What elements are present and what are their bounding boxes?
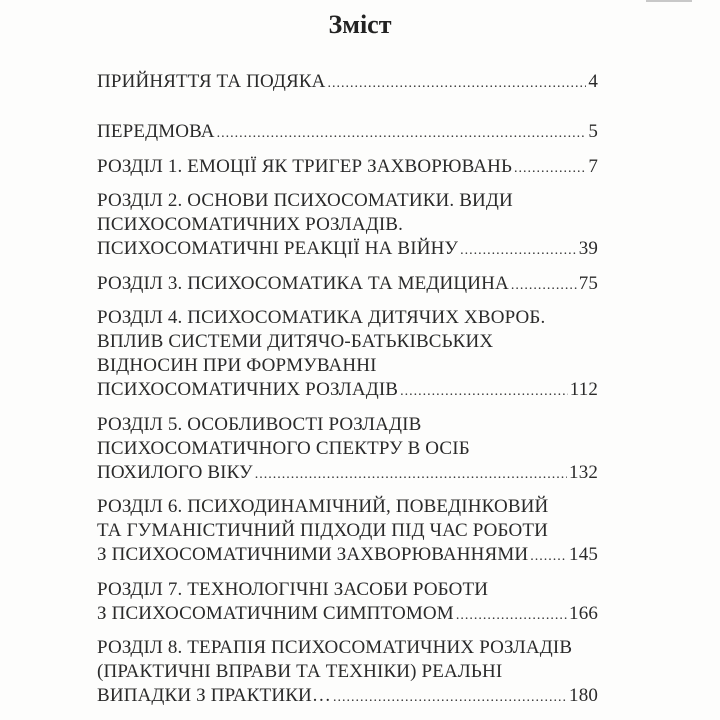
toc-entry-line [97, 306, 598, 330]
toc-entry-title: ПСИХОСОМАТИЧНОГО СПЕКТРУ В ОСІБ [97, 437, 470, 459]
toc-entry [97, 413, 598, 487]
toc-entry [97, 306, 598, 404]
toc-entry-line [97, 660, 598, 684]
toc-entry-line [97, 519, 598, 543]
table-of-contents [97, 70, 598, 719]
toc-entry-title: ПСИХОСОМАТИЧНИХ РОЗЛАДІВ. [97, 214, 404, 235]
toc-entry-title: РОЗДІЛ 6. ПСИХОДИНАМІЧНИЙ, ПОВЕДІНКОВИЙ [97, 496, 549, 517]
toc-page-number: 112 [569, 379, 598, 400]
toc-entry [97, 578, 598, 628]
toc-page-number: 180 [569, 685, 598, 706]
toc-entry-title: РОЗДІЛ 3. ПСИХОСОМАТИКА ТА МЕДИЦИНА [97, 272, 509, 294]
dot-leader [514, 157, 586, 181]
toc-page-number: 166 [569, 602, 598, 624]
toc-entry [97, 272, 598, 298]
toc-entry-title: З ПСИХОСОМАТИЧНИМ СИМПТОМОМ [97, 602, 454, 624]
toc-entry-line [97, 120, 598, 146]
toc-entry-title: ВІДНОСИН ПРИ ФОРМУВАННІ [97, 355, 377, 376]
toc-entry [97, 495, 598, 569]
toc-page-number: 7 [588, 155, 598, 177]
dot-leader [460, 239, 577, 263]
toc-entry-line [97, 237, 598, 263]
toc-entry-line [97, 461, 598, 487]
toc-page-number: 39 [578, 238, 598, 259]
toc-entry [97, 155, 598, 181]
toc-entry-line [97, 70, 598, 96]
toc-page-number: 75 [578, 272, 598, 294]
toc-entry-line [97, 543, 598, 569]
toc-entry-line [97, 578, 598, 602]
toc-page-number: 145 [569, 544, 598, 565]
toc-entry-line [97, 189, 598, 213]
toc-entry-title: РОЗДІЛ 1. ЕМОЦІЇ ЯК ТРИГЕР ЗАХВОРЮВАНЬ [97, 155, 513, 177]
toc-entry-title: РОЗДІЛ 2. ОСНОВИ ПСИХОСОМАТИКИ. ВИДИ [97, 190, 513, 211]
toc-entry-title: РОЗДІЛ 5. ОСОБЛИВОСТІ РОЗЛАДІВ [97, 413, 422, 435]
toc-entry-title: РОЗДІЛ 7. ТЕХНОЛОГІЧНІ ЗАСОБИ РОБОТИ [97, 578, 489, 600]
toc-entry-title: ПРИЙНЯТТЯ ТА ПОДЯКА [97, 71, 326, 92]
dot-leader [511, 274, 577, 298]
toc-entry-line [97, 437, 598, 461]
toc-entry-title: РОЗДІЛ 8. ТЕРАПІЯ ПСИХОСОМАТИЧНИХ РОЗЛАДІВ [97, 637, 573, 658]
toc-entry-title: ТА ГУМАНІСТИЧНИЙ ПІДХОДИ ПІД ЧАС РОБОТИ [97, 520, 548, 541]
dot-leader [328, 72, 587, 96]
dot-leader [530, 545, 567, 569]
toc-entry-line [97, 413, 598, 437]
toc-page-number: 132 [569, 461, 598, 483]
toc-entry-line [97, 155, 598, 181]
toc-entry-line [97, 378, 598, 404]
dot-leader [255, 463, 567, 487]
toc-entry-line [97, 636, 598, 660]
toc-entry-line [97, 684, 598, 710]
toc-entry-line [97, 213, 598, 237]
toc-entry [97, 189, 598, 263]
toc-entry [97, 120, 598, 146]
toc-entry-line [97, 272, 598, 298]
toc-entry-title: ВИПАДКИ З ПРАКТИКИ… [97, 685, 332, 706]
toc-page-number: 5 [588, 121, 598, 142]
toc-entry-line [97, 354, 598, 378]
dot-leader [456, 604, 567, 628]
toc-entry [97, 70, 598, 96]
dot-leader [217, 122, 587, 146]
page-title: Зміст [328, 10, 392, 39]
dot-leader [333, 686, 567, 710]
dot-leader [400, 380, 568, 404]
toc-entry-line [97, 330, 598, 354]
toc-entry-title: ПЕРЕДМОВА [97, 121, 215, 142]
toc-entry-title: (ПРАКТИЧНІ ВПРАВИ ТА ТЕХНІКИ) РЕАЛЬНІ [97, 661, 503, 682]
toc-entry-title: ВПЛИВ СИСТЕМИ ДИТЯЧО-БАТЬКІВСЬКИХ [97, 331, 494, 352]
toc-entry-line [97, 602, 598, 628]
scan-mark [646, 0, 692, 2]
toc-entry-title: ПОХИЛОГО ВІКУ [97, 461, 253, 483]
toc-page-number: 4 [588, 71, 598, 92]
toc-entry-line [97, 495, 598, 519]
toc-entry [97, 636, 598, 710]
toc-entry-title: З ПСИХОСОМАТИЧНИМИ ЗАХВОРЮВАННЯМИ [97, 544, 529, 565]
toc-entry-title: РОЗДІЛ 4. ПСИХОСОМАТИКА ДИТЯЧИХ ХВОРОБ. [97, 307, 546, 328]
toc-entry-title: ПСИХОСОМАТИЧНІ РЕАКЦІЇ НА ВІЙНУ [97, 238, 459, 259]
toc-entry-title: ПСИХОСОМАТИЧНИХ РОЗЛАДІВ [97, 379, 399, 400]
